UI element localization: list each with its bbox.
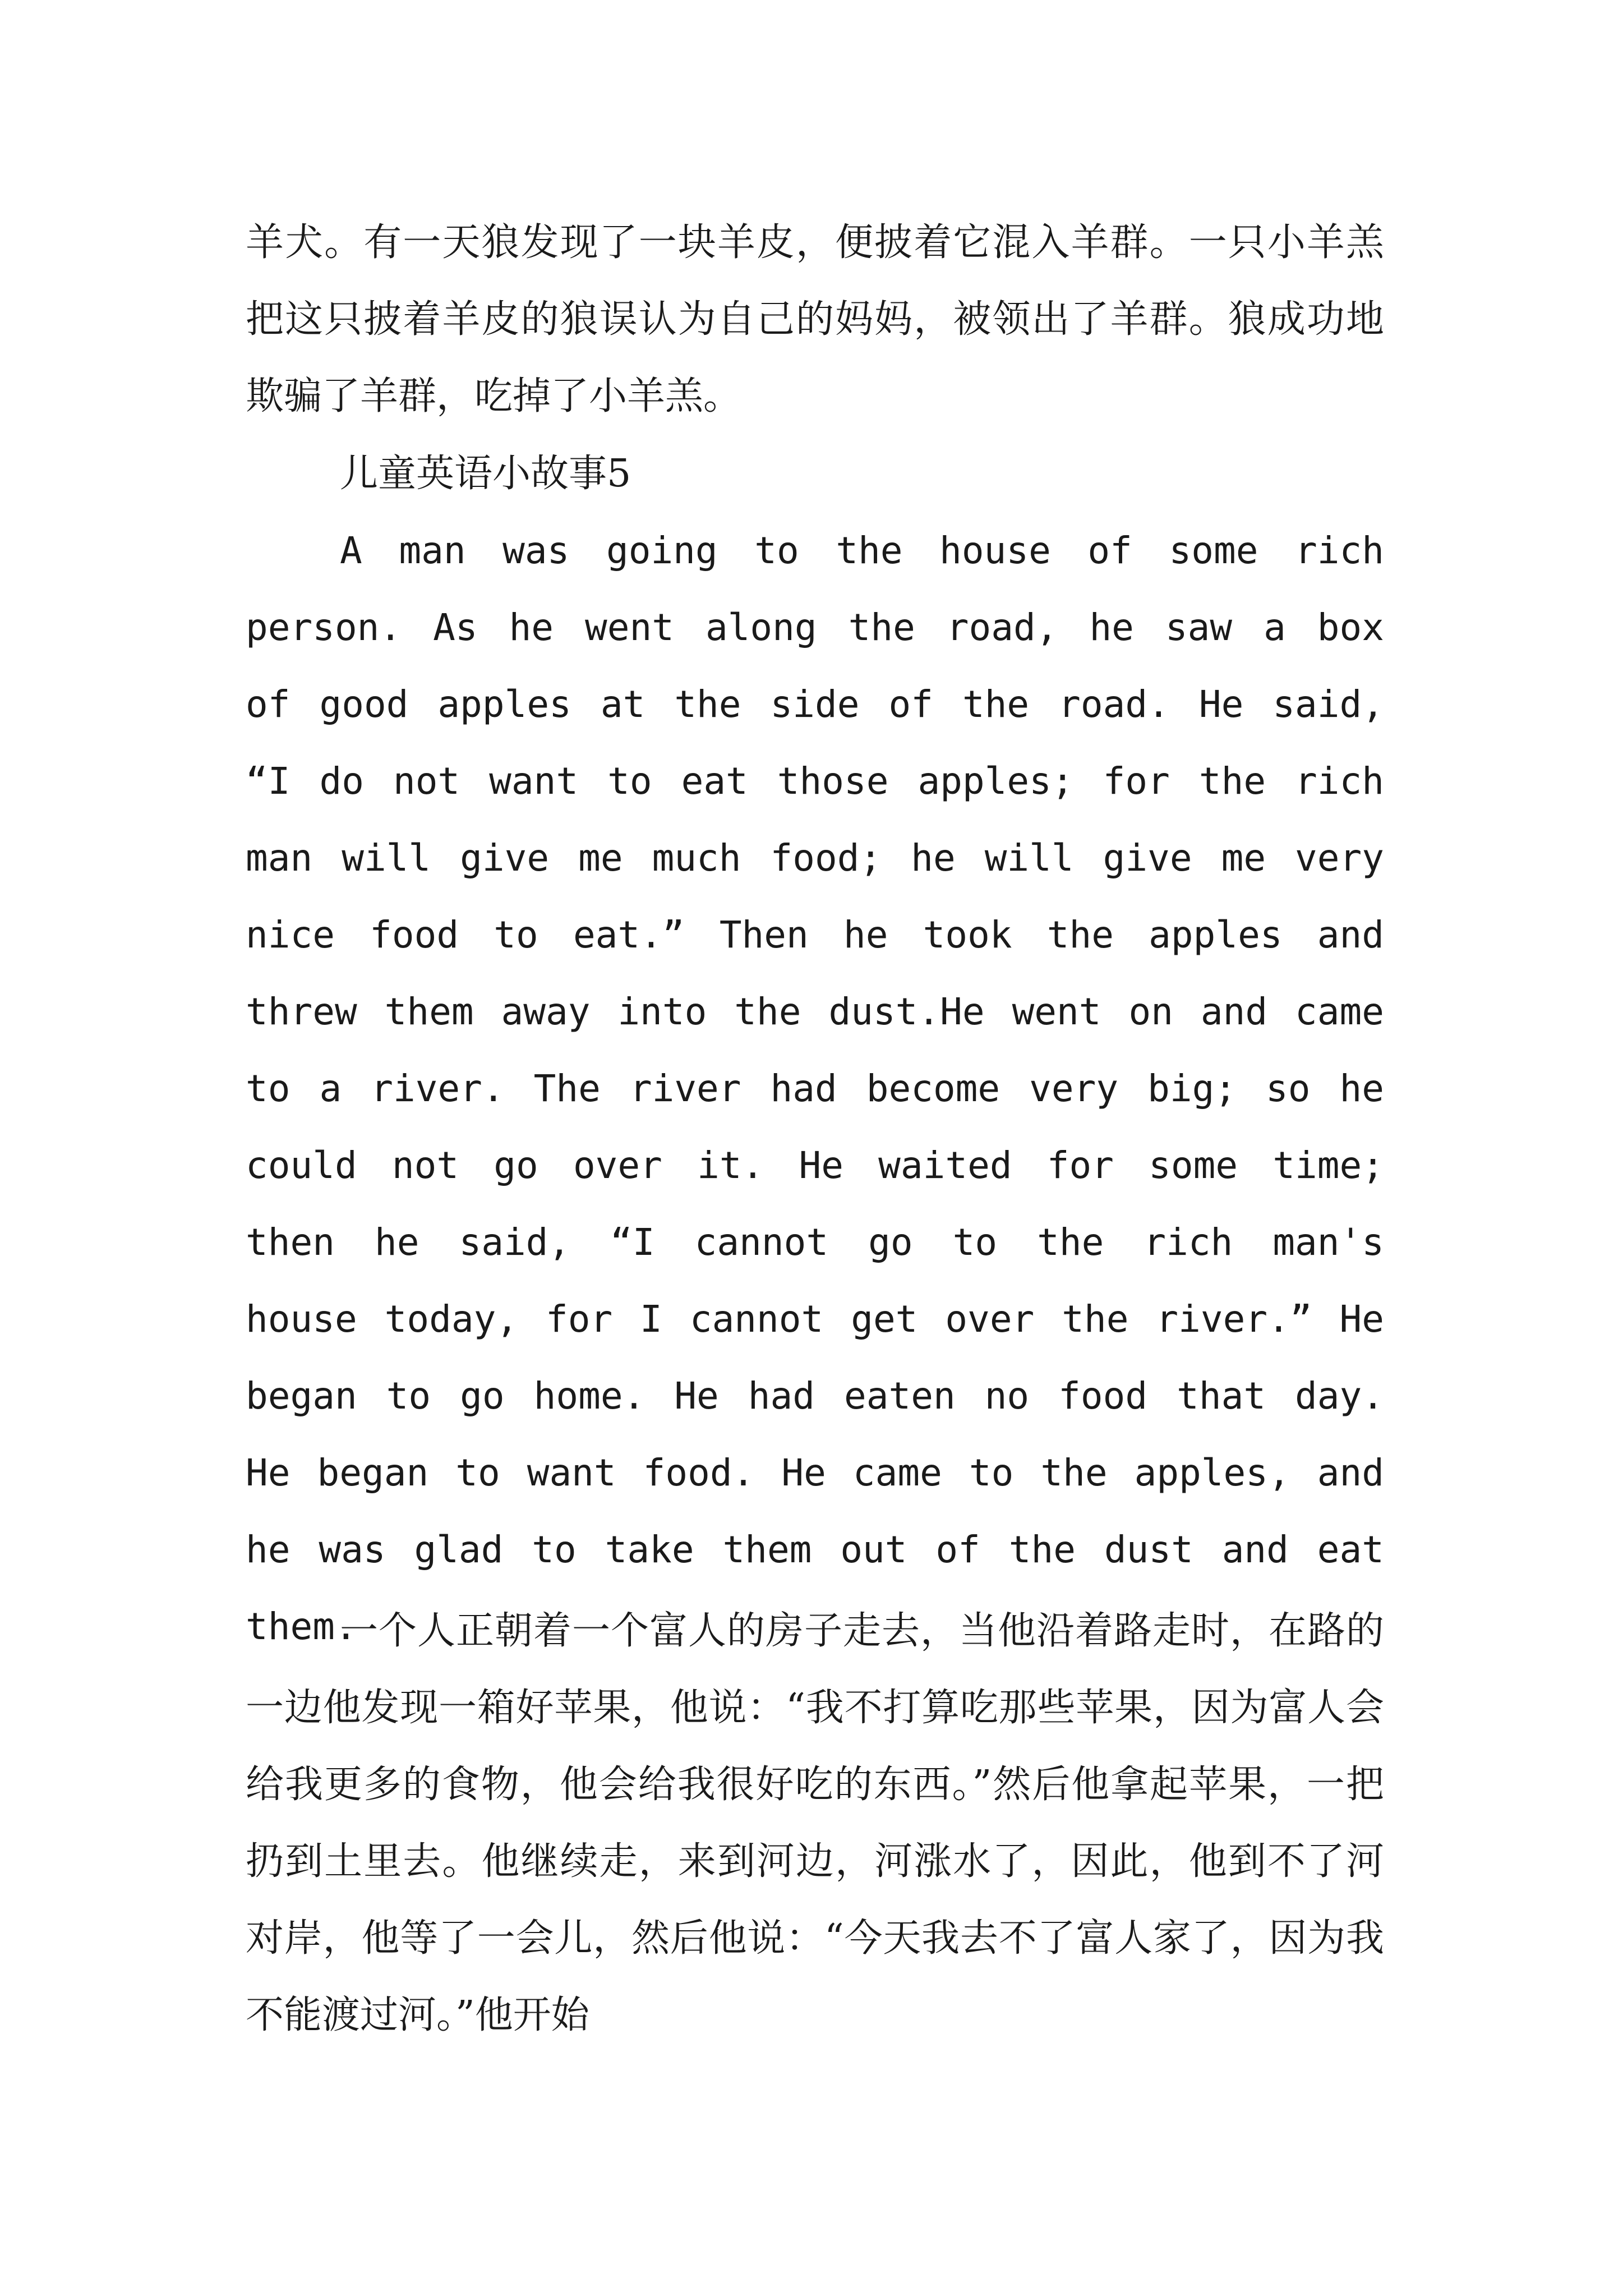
story-title: 儿童英语小故事5 <box>340 452 631 496</box>
chinese-paragraph: 一个人正朝着一个富人的房子走去，当他沿着路走时，在路的一边他发现一箱好苹果，他说：“我不打算吃那些苹果，因为富人会给我更多的食物，他会给我很好吃的东西。”然后他拿起苹果，一把扔到土里去。他继续走，来到河边，河涨水了，因此，他到不了河对岸，他等了一会儿，然后他说：“今天我去不了富人家了，因为我不能渡过河。”他开始 <box>246 1609 1384 2037</box>
intro-paragraph: 羊犬。有一天狼发现了一块羊皮，便披着它混入羊群。一只小羊羔把这只披着羊皮的狼误认为自己的妈妈，被领出了羊群。狼成功地欺骗了羊群，吃掉了小羊羔。 <box>246 220 1384 418</box>
english-paragraph: A man was going to the house of some rich person. As he went along the road, he saw a box of good apples at the side of the road. He said, “I do not want to eat those apples; for the rich man will give me much food; he will give me very nice food to eat.” Then he took the apples and threw them away into the dust.He went on and came to a river. The river had become very big; so he could not go over it. He waited for some time; then he said, “I cannot go to the rich man's house today, for I cannot get over the river.” He began to go home. He had eaten no food that day. He began to want food. He came to the apples, and he was glad to take them out of the dust and eat them. <box>246 529 1384 1648</box>
